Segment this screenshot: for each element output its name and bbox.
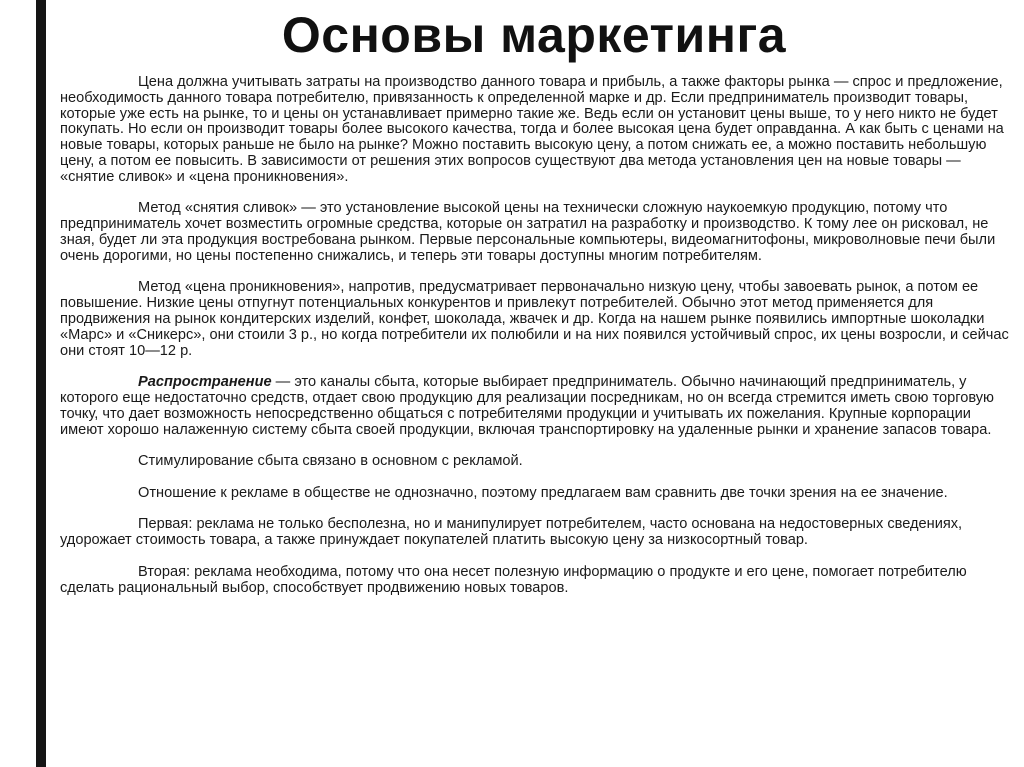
left-dark-strip [36, 0, 46, 767]
paragraph-first-view [60, 517, 1010, 549]
paragraph-text: Цена должна учитывать затраты на производство данного товара и прибыль, а также факторы рынка — спрос и предложение, необходимость данного товара потребителю, привязанность к определенной марке и др. Если предприниматель производит товары, которые уже есть на рынке, то и цены он устанавливает примерно такие же. Ведь если он установит цены выше, то у него никто не будет покупать. Но если он производит товары более высокого качества, тогда и более высокая цена будет оправданна. А как быть с ценами на новые товары, которых раньше не было на рынке? Можно поставить высокую цену, а потом снижать ее, а можно поставить небольшую цену, а потом ее повысить. В зависимости от решения этих вопросов существуют два метода установления цен на новые товары — «снятие сливок» и «цена проникновения». [60, 74, 1004, 185]
paragraph-text: Метод «цена проникновения», напротив, предусматривает первоначально низкую цену, чтобы завоевать рынок, а потом ее повышение. Низкие цены отпугнут потенциальных конкурентов и привлекут потребителей. Обычно этот метод применяется для продвижения на рынок кондитерских изделий, конфет, шоколада, жвачек и др. Когда на нашем рынке появились импортные шоколадки «Марс» и «Сникерс», они стоили 3 р., но когда потребители их полюбили и на них появился устойчивый спрос, их цены возросли, и сейчас они стоят 10—12 р. [60, 279, 1009, 359]
slide-body [60, 75, 1010, 596]
paragraph-text: Вторая: реклама необходима, потому что она несет полезную информацию о продукте и его цене, помогает потребителю сделать рациональный выбор, способствует продвижению новых товаров. [60, 563, 967, 596]
left-decorative-bar [0, 0, 38, 767]
paragraph-pricing-factors [60, 75, 1010, 186]
paragraph-text: Первая: реклама не только бесполезна, но и манипулирует потребителем, часто основана на недостоверных сведениях, удорожает стоимость товара, а также принуждает покупателей платить высокую цену за низкосортный товар. [60, 516, 963, 549]
slide-title: Основы маркетинга [281, 7, 787, 63]
paragraph-distribution [60, 375, 1010, 438]
paragraph-text: — это каналы сбыта, которые выбирает предприниматель. Обычно начинающий предприниматель, у которого еще недостаточно средств, отдает свою продукцию для реализации посредникам, но он всегда стремится иметь свою торговую точку, что дает возможность непосредственно общаться с потребителями продукции и учитывать их пожелания. Крупные корпорации имеют хорошо налаженную систему сбыта своей продукции, включая транспортировку на удаленные рынки и хранение запасов товара. [60, 374, 994, 438]
paragraph-skimming-method [60, 201, 1010, 264]
paragraph-second-view [60, 565, 1010, 597]
paragraph-text: Метод «снятия сливок» — это установление высокой цены на технически сложную наукоемкую продукцию, потому что предприниматель хочет возместить огромные средства, которые он затратил на разработку и производство. К тому лее он рисковал, не зная, будет ли эта продукция востребована рынком. Первые персональные компьютеры, видеомагнитофоны, микроволновые печи были очень дорогими, но цены постепенно снижались, и теперь эти товары доступны многим потребителям. [60, 200, 996, 264]
paragraph-promotion [60, 454, 1010, 470]
paragraph-text: Отношение к рекламе в обществе не однозначно, поэтому предлагаем вам сравнить две точки зрения на ее значение. [138, 484, 948, 501]
paragraph-text: Стимулирование сбыта связано в основном с рекламой. [138, 453, 523, 470]
distribution-term: Распространение [138, 374, 272, 391]
paragraph-advertising-attitude [60, 486, 1010, 502]
paragraph-penetration-method [60, 280, 1010, 359]
